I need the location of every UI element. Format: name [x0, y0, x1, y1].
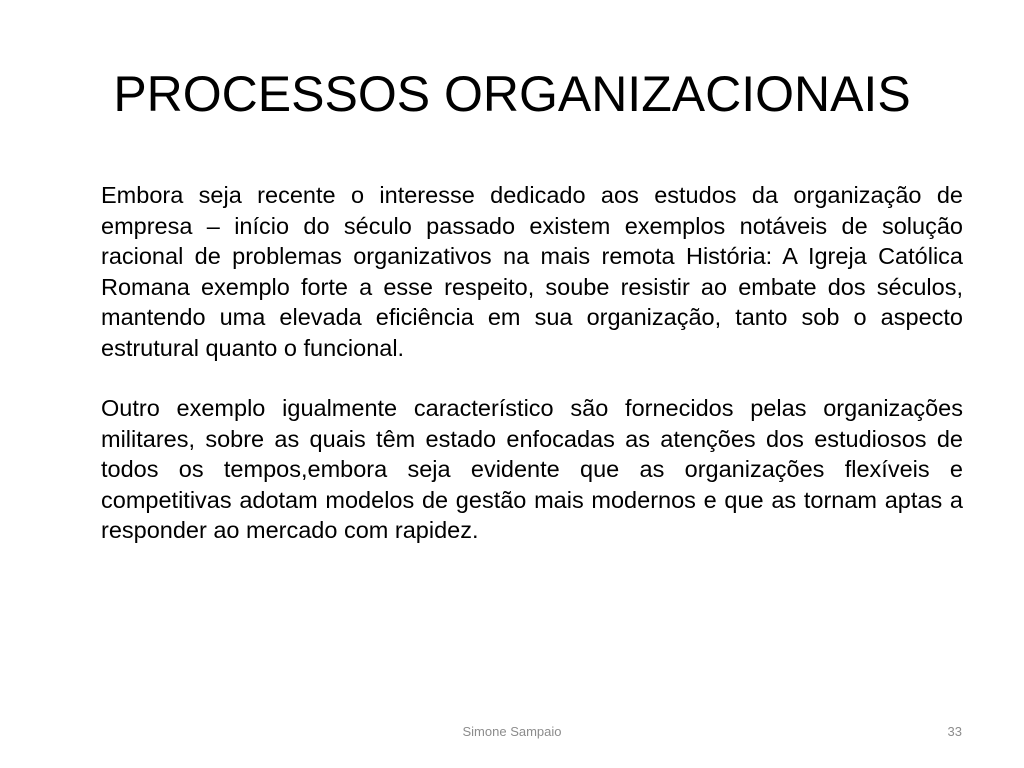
- page-number: 33: [947, 724, 962, 739]
- slide-title: PROCESSOS ORGANIZACIONAIS: [113, 66, 911, 122]
- body-paragraph-2: Outro exemplo igualmente característico são fornecidos pelas organizações militares, sobre as quais têm estado enfocadas as atenções dos estudiosos de todos os tempos,embora seja evidente que as organizações flexíveis e competitivas adotam modelos de gestão mais modernos e que as tornam aptas a responder ao mercado com rapidez.: [101, 395, 963, 543]
- slide-body: [101, 180, 963, 576]
- body-paragraph-1: Embora seja recente o interesse dedicado aos estudos da organização de empresa – início do século passado existem exemplos notáveis de solução racional de problemas organizativos na mais remota História: A Igreja Católica Romana exemplo forte a esse respeito, soube resistir ao embate dos séculos, mantendo uma elevada eficiência em sua organização, tanto sob o aspecto estrutural quanto o funcional.: [101, 182, 963, 361]
- footer-author: Simone Sampaio: [462, 724, 562, 739]
